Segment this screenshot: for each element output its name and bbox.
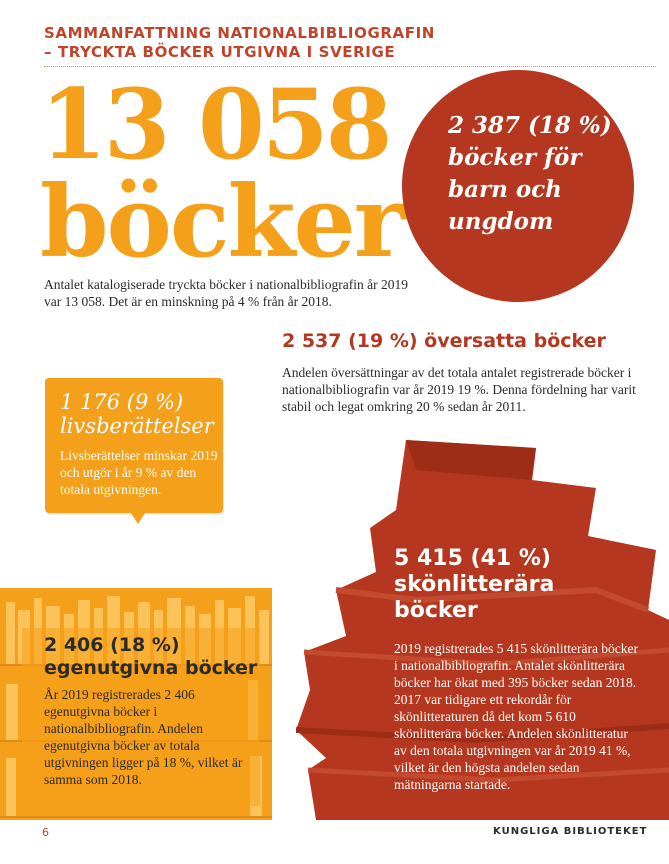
self-published-body: År 2019 registrerades 2 406 egenutgivna böcker i nationalbibliografin. Andelen egenutgivna böcker av totala utgivningen ligger på 18 %, vilket är samma som 2018.	[44, 687, 243, 787]
biographies-label: livsberättelser	[60, 414, 214, 438]
publisher-name: KUNGLIGA BIBLIOTEKET	[493, 826, 648, 837]
children-books-text	[448, 110, 618, 238]
fiction-body: 2019 registrerades 5 415 skönlitterära böcker i nationalbibliografin. Antalet skönlitterära böcker har ökat med 395 böcker sedan 2018. 2017 var tidigare ett rekordår för skönlitteraturen då det kom 5 610 skönlitterära böcker. Andelen skönlitteratur av den totala utgivningen var år 2019 41 %, vilket är den högsta andelen sedan mätningarna startade.	[394, 641, 639, 792]
translated-books-title: 2 537 (19 %) översatta böcker	[282, 330, 606, 352]
self-published-label: egenutgivna böcker	[44, 657, 258, 679]
children-books-label-3: ungdom	[448, 208, 554, 235]
shelf-book	[259, 610, 269, 664]
self-published-count: 2 406 (18 %)	[44, 634, 180, 656]
self-published-title	[44, 634, 257, 680]
total-books-word: böcker	[40, 165, 404, 280]
children-books-count: 2 387 (18 %)	[448, 112, 612, 139]
total-books-number: 13 058	[40, 68, 390, 181]
page-number: 6	[42, 826, 49, 839]
children-books-label-2: barn och	[448, 176, 562, 203]
fiction-label-1: skönlitterära	[394, 572, 555, 597]
fiction-title	[394, 546, 554, 624]
intro-paragraph: Antalet katalogiserade tryckta böcker i nationalbibliografin år 2019 var 13 058. Det är en minskning på 4 % från år 2018.	[44, 277, 408, 309]
shelf-book	[6, 758, 16, 816]
header-title-line1: SAMMANFATTNING NATIONALBIBLIOGRAFIN	[44, 24, 435, 42]
shelf-board	[0, 816, 272, 818]
biographies-count: 1 176 (9 %)	[60, 390, 184, 414]
biographies-box-pointer	[129, 510, 147, 524]
fiction-count: 5 415 (41 %)	[394, 546, 551, 571]
shelf-book	[6, 602, 15, 664]
header-divider	[44, 66, 656, 67]
children-books-label-1: böcker för	[448, 144, 582, 171]
biographies-title	[60, 390, 220, 438]
biographies-body: Livsberättelser minskar 2019 och utgör i år 9 % av den totala utgivningen.	[60, 448, 218, 497]
header-title	[44, 24, 464, 62]
fiction-label-2: böcker	[394, 598, 478, 623]
header-title-line2: – TRYCKTA BÖCKER UTGIVNA I SVERIGE	[44, 43, 396, 61]
shelf-book	[6, 684, 18, 740]
translated-books-body: Andelen översättningar av det totala antalet registrerade böcker i nationalbibliografin var år 2019 19 %. Denna fördelning har varit stabil och legat omkring 20 % sedan år 2011.	[282, 365, 636, 414]
